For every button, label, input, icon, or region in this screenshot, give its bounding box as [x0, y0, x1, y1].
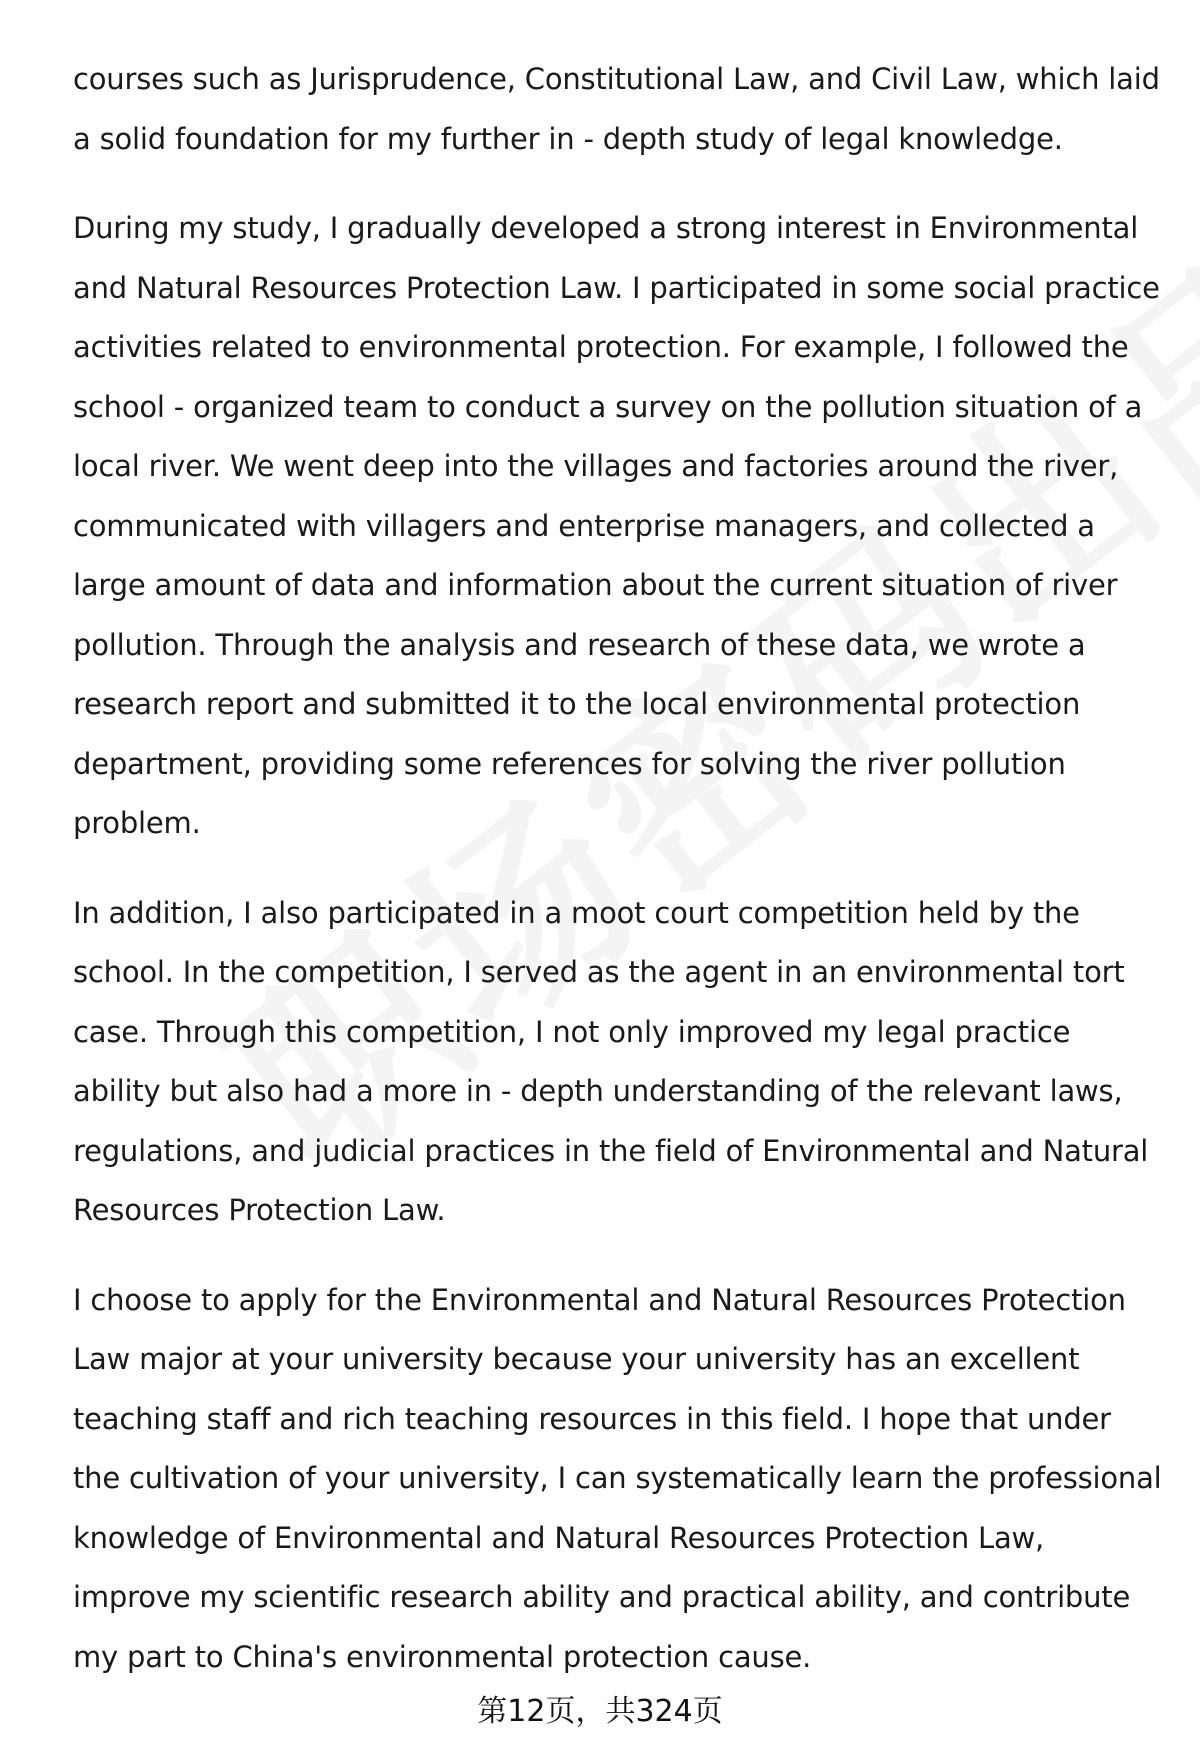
page-number: 第12页，共324页	[477, 1694, 723, 1729]
document-body	[73, 50, 1163, 1717]
paragraph-4: I choose to apply for the Environmental and Natural Resources Protection Law major at your university because your university has an excellent teaching staff and rich teaching resources in this field. I hope that under the cultivation of your university, I can systematically learn the professional knowledge of Environmental and Natural Resources Protection Law, improve my scientific research ability and practical ability, and contribute my part to China's environmental protection cause.	[73, 1282, 1162, 1674]
paragraph-3: In addition, I also participated in a moot court competition held by the school. In the competition, I served as the agent in an environmental tort case. Through this competition, I not only improved my legal practice ability but also had a more in - depth understanding of the relevant laws, regulations, and judicial practices in the field of Environmental and Natural Resources Protection Law.	[73, 895, 1149, 1227]
paragraph-1: courses such as Jurisprudence, Constitutional Law, and Civil Law, which laid a solid foundation for my further in - depth study of legal knowledge.	[73, 62, 1160, 156]
paragraph-2: During my study, I gradually developed a strong interest in Environmental and Natural Resources Protection Law. I participated in some social practice activities related to environmental protection. For example, I followed the school - organized team to conduct a survey on the pollution situation of a local river. We went deep into the villages and factories around the river, communicated with villagers and enterprise managers, and collected a large amount of data and information about the current situation of river pollution. Through the analysis and research of these data, we wrote a research report and submitted it to the local environmental protection department, providing some references for solving the river pollution problem.	[73, 211, 1160, 840]
